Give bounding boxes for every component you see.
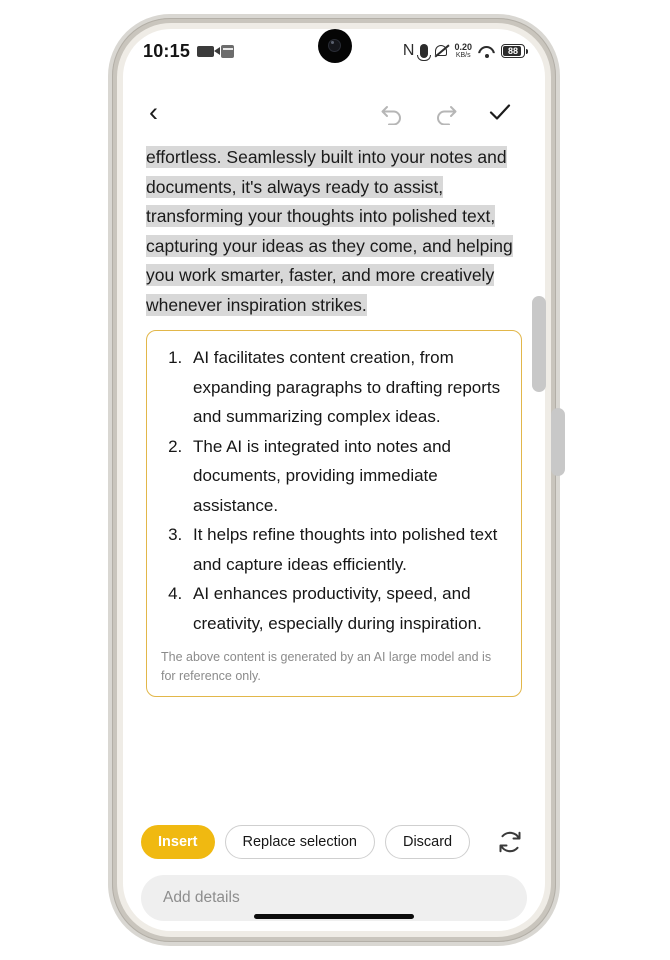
- camera-glint: [331, 41, 334, 44]
- bell-off-icon: [434, 44, 448, 59]
- status-bar-left: [143, 41, 234, 62]
- home-indicator: [254, 914, 414, 919]
- redo-icon[interactable]: [427, 93, 465, 131]
- scrollbar-thumb[interactable]: [532, 296, 546, 392]
- network-speed-indicator: [454, 43, 472, 59]
- ai-summary-list: [161, 343, 507, 638]
- app-toolbar: [123, 81, 545, 143]
- phone-screen: [123, 29, 545, 931]
- add-details-placeholder: Add details: [163, 889, 240, 906]
- discard-button[interactable]: Discard: [385, 825, 470, 859]
- insert-button[interactable]: Insert: [141, 825, 215, 859]
- microphone-icon: [420, 44, 428, 58]
- front-camera-cutout: [318, 29, 352, 63]
- list-item: 1. AI facilitates content creation, from expanding paragraphs to drafting reports and summarizing complex ideas.: [187, 343, 507, 432]
- network-speed-unit: KB/s: [455, 52, 471, 59]
- archive-icon: [221, 45, 234, 58]
- network-speed-value: 0.20: [454, 42, 472, 52]
- list-item: 3. It helps refine thoughts into polished text and capture ideas efficiently.: [187, 520, 507, 579]
- action-button-row: [123, 819, 545, 865]
- nfc-icon: N: [402, 42, 415, 59]
- ai-suggestion-card: [146, 330, 522, 697]
- confirm-check-icon[interactable]: [481, 93, 519, 131]
- battery-icon: [501, 44, 525, 58]
- list-item: 4. AI enhances productivity, speed, and creativity, especially during inspiration.: [187, 579, 507, 638]
- selected-paragraph[interactable]: [146, 143, 522, 320]
- battery-percent: 88: [507, 46, 518, 56]
- document-area[interactable]: [123, 143, 545, 811]
- undo-icon[interactable]: [373, 93, 411, 131]
- status-bar-right: [403, 43, 525, 59]
- selected-paragraph-text: effortless. Seamlessly built into your notes and documents, it's always ready to assist, transforming your thoughts into polished text, capturing your ideas as they come, and helping you work smarter, faster, and more creatively whenever inspiration strikes.: [146, 147, 513, 315]
- scrollbar-thumb-secondary[interactable]: [551, 408, 565, 476]
- refresh-icon[interactable]: [493, 825, 527, 859]
- wifi-icon: [478, 45, 495, 58]
- replace-selection-button[interactable]: Replace selection: [225, 825, 375, 859]
- back-button[interactable]: ‹: [149, 96, 158, 127]
- ai-disclaimer: The above content is generated by an AI large model and is for reference only.: [161, 650, 492, 683]
- video-icon: [197, 46, 214, 57]
- list-item: 2. The AI is integrated into notes and documents, providing immediate assistance.: [187, 432, 507, 521]
- status-time: 10:15: [143, 40, 191, 61]
